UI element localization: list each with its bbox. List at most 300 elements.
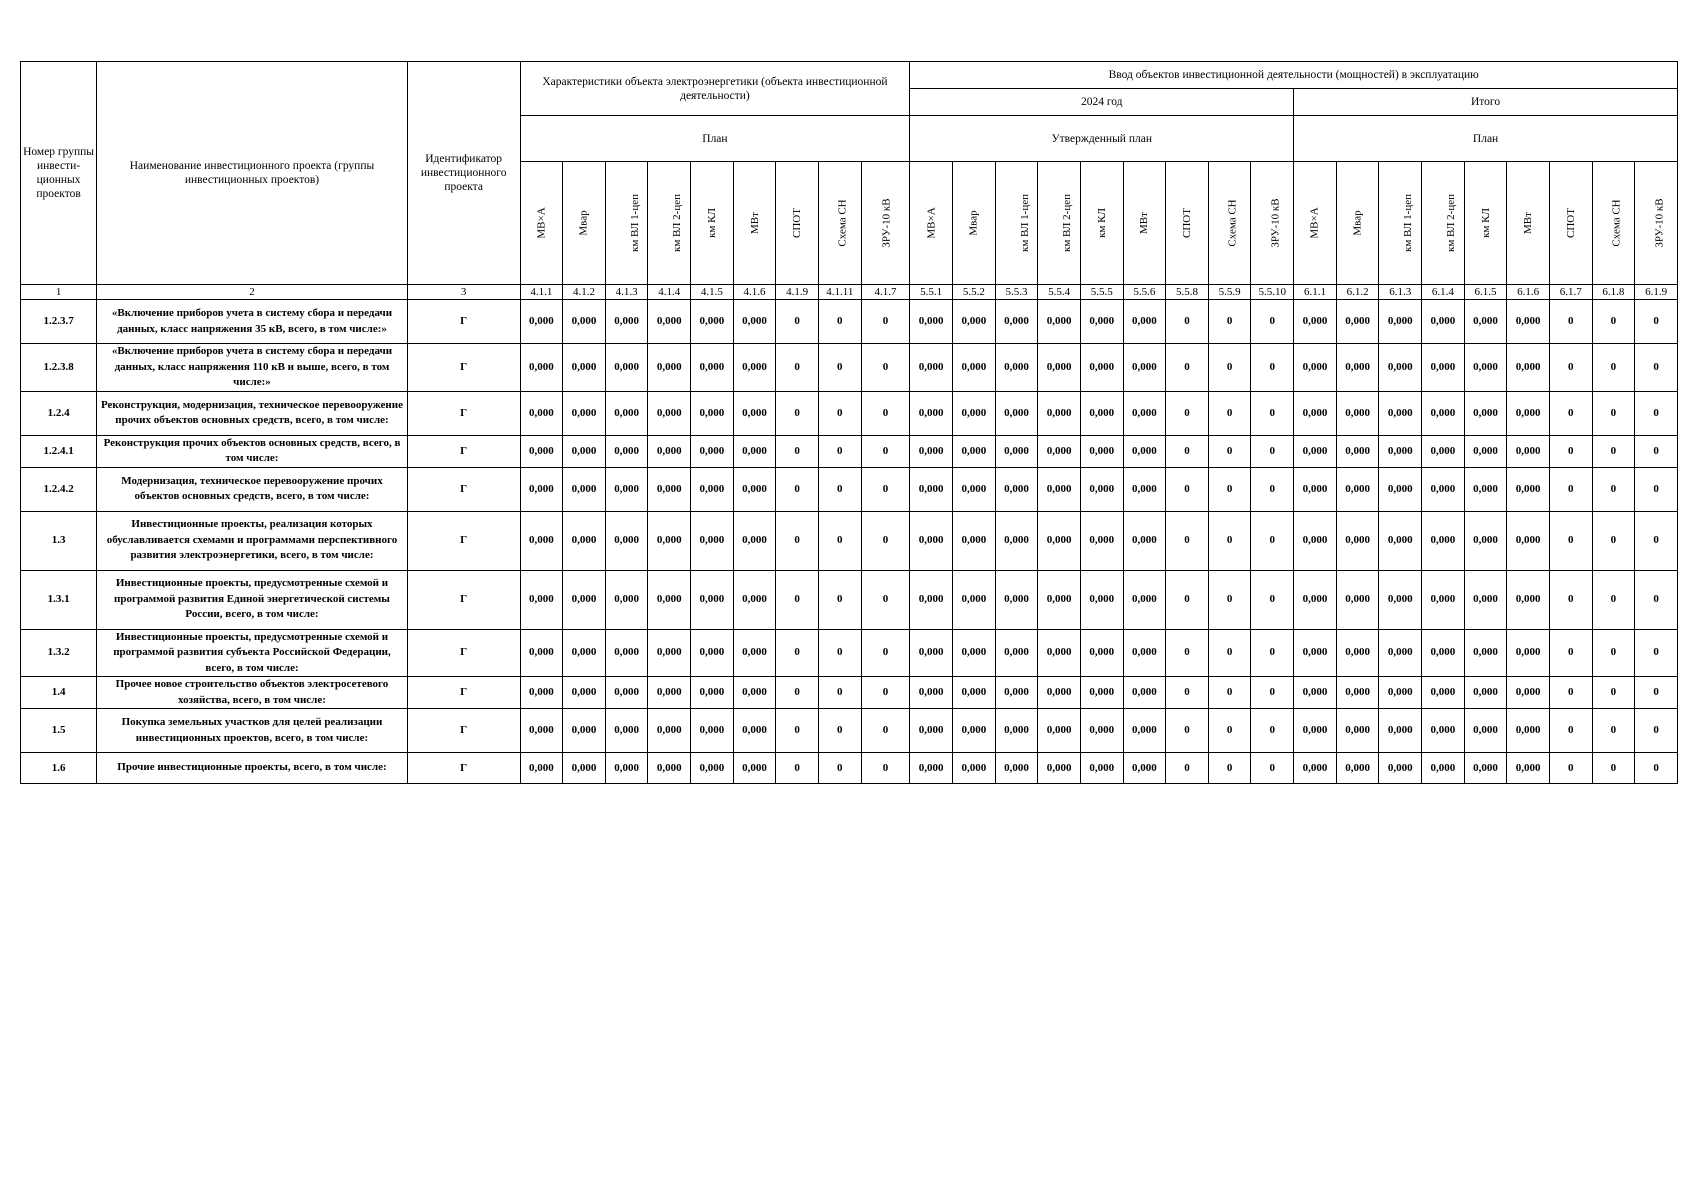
row-project-name: Покупка земельных участков для целей реализации инвестиционных проектов, всего, в том числе: — [97, 709, 408, 753]
value-cell: 0,000 — [648, 300, 691, 344]
value-cell: 0 — [1251, 570, 1294, 629]
row-project-name: Модернизация, техническое перевооружение прочих объектов основных средств, всего, в том числе: — [97, 467, 408, 511]
column-number: 4.1.3 — [605, 285, 648, 300]
row-project-name: «Включение приборов учета в систему сбора и передачи данных, класс напряжения 35 кВ, всего, в том числе:» — [97, 300, 408, 344]
header-group-number: Номер группы инвести-ционных проектов — [21, 62, 97, 285]
value-cell: 0,000 — [1422, 300, 1465, 344]
value-cell: 0 — [776, 344, 819, 392]
value-cell: 0,000 — [1464, 629, 1507, 677]
value-cell: 0,000 — [691, 677, 734, 709]
value-cell: 0 — [1208, 467, 1251, 511]
value-cell: 0,000 — [1422, 570, 1465, 629]
value-cell: 0,000 — [1507, 435, 1550, 467]
unit-header — [520, 162, 563, 285]
value-cell: 0,000 — [1464, 435, 1507, 467]
value-cell: 0,000 — [995, 300, 1038, 344]
value-cell: 0 — [1251, 629, 1294, 677]
value-cell: 0 — [1208, 753, 1251, 784]
unit-header — [776, 162, 819, 285]
value-cell: 0,000 — [953, 570, 996, 629]
value-cell: 0 — [1251, 709, 1294, 753]
value-cell: 0,000 — [995, 753, 1038, 784]
row-project-name: «Включение приборов учета в систему сбора и передачи данных, класс напряжения 110 кВ и выше, всего, в том числе:» — [97, 344, 408, 392]
column-number: 6.1.1 — [1294, 285, 1337, 300]
unit-header-label: ЗРУ-10 кВ — [1653, 197, 1666, 248]
value-cell: 0,000 — [1379, 677, 1422, 709]
value-cell: 0,000 — [1038, 435, 1081, 467]
value-cell: 0 — [1208, 570, 1251, 629]
value-cell: 0,000 — [520, 391, 563, 435]
unit-header — [1549, 162, 1592, 285]
column-number: 5.5.5 — [1080, 285, 1123, 300]
column-number: 4.1.4 — [648, 285, 691, 300]
value-cell: 0,000 — [995, 629, 1038, 677]
row-project-name: Прочее новое строительство объектов электросетевого хозяйства, всего, в том числе: — [97, 677, 408, 709]
value-cell: 0,000 — [520, 435, 563, 467]
value-cell: 0,000 — [995, 511, 1038, 570]
value-cell: 0,000 — [691, 629, 734, 677]
value-cell: 0 — [1635, 300, 1678, 344]
value-cell: 0,000 — [910, 300, 953, 344]
value-cell: 0,000 — [1080, 435, 1123, 467]
value-cell: 0 — [861, 467, 910, 511]
value-cell: 0,000 — [1507, 677, 1550, 709]
value-cell: 0,000 — [1464, 570, 1507, 629]
unit-header-label: СПОТ — [1564, 207, 1577, 238]
value-cell: 0 — [1549, 570, 1592, 629]
column-number: 3 — [407, 285, 520, 300]
row-group-number: 1.5 — [21, 709, 97, 753]
value-cell: 0,000 — [1464, 709, 1507, 753]
value-cell: 0 — [1549, 467, 1592, 511]
column-number: 5.5.6 — [1123, 285, 1166, 300]
unit-header-label: Схема СН — [1610, 198, 1623, 247]
value-cell: 0,000 — [1422, 511, 1465, 570]
unit-header — [1635, 162, 1678, 285]
value-cell: 0 — [776, 391, 819, 435]
unit-header — [953, 162, 996, 285]
value-cell: 0 — [776, 629, 819, 677]
value-cell: 0 — [776, 753, 819, 784]
value-cell: 0,000 — [1336, 435, 1379, 467]
value-cell: 0,000 — [1294, 753, 1337, 784]
value-cell: 0,000 — [1038, 570, 1081, 629]
value-cell: 0,000 — [1336, 570, 1379, 629]
value-cell: 0,000 — [1038, 391, 1081, 435]
value-cell: 0 — [776, 511, 819, 570]
unit-header — [861, 162, 910, 285]
value-cell: 0 — [1166, 300, 1209, 344]
value-cell: 0,000 — [648, 570, 691, 629]
value-cell: 0 — [1592, 467, 1635, 511]
value-cell: 0,000 — [1336, 344, 1379, 392]
value-cell: 0 — [1208, 677, 1251, 709]
column-number: 4.1.1 — [520, 285, 563, 300]
value-cell: 0,000 — [520, 570, 563, 629]
column-number: 1 — [21, 285, 97, 300]
unit-header — [1251, 162, 1294, 285]
table-row — [21, 467, 1678, 511]
row-project-name: Прочие инвестиционные проекты, всего, в том числе: — [97, 753, 408, 784]
value-cell: 0,000 — [1123, 511, 1166, 570]
value-cell: 0,000 — [605, 467, 648, 511]
column-number: 6.1.7 — [1549, 285, 1592, 300]
value-cell: 0,000 — [691, 467, 734, 511]
value-cell: 0 — [818, 511, 861, 570]
value-cell: 0,000 — [691, 511, 734, 570]
row-identifier: Г — [407, 300, 520, 344]
value-cell: 0 — [1166, 629, 1209, 677]
value-cell: 0,000 — [605, 344, 648, 392]
value-cell: 0 — [1208, 300, 1251, 344]
value-cell: 0,000 — [648, 344, 691, 392]
value-cell: 0,000 — [605, 753, 648, 784]
value-cell: 0,000 — [910, 467, 953, 511]
value-cell: 0,000 — [733, 677, 776, 709]
value-cell: 0,000 — [1507, 570, 1550, 629]
value-cell: 0 — [1549, 709, 1592, 753]
value-cell: 0,000 — [1038, 709, 1081, 753]
row-identifier: Г — [407, 511, 520, 570]
row-group-number: 1.6 — [21, 753, 97, 784]
value-cell: 0,000 — [1294, 511, 1337, 570]
value-cell: 0,000 — [1507, 511, 1550, 570]
value-cell: 0,000 — [563, 753, 606, 784]
value-cell: 0 — [1549, 344, 1592, 392]
column-number: 5.5.3 — [995, 285, 1038, 300]
value-cell: 0,000 — [1080, 391, 1123, 435]
value-cell: 0,000 — [1294, 344, 1337, 392]
value-cell: 0,000 — [691, 344, 734, 392]
value-cell: 0 — [1208, 709, 1251, 753]
value-cell: 0,000 — [1123, 391, 1166, 435]
value-cell: 0,000 — [733, 570, 776, 629]
column-number: 5.5.9 — [1208, 285, 1251, 300]
value-cell: 0 — [1592, 753, 1635, 784]
unit-header-label: км КЛ — [1479, 207, 1492, 238]
unit-header — [1379, 162, 1422, 285]
header-approved-plan: Утвержденный план — [910, 116, 1294, 162]
value-cell: 0,000 — [563, 467, 606, 511]
value-cell: 0,000 — [733, 709, 776, 753]
value-cell: 0,000 — [1294, 677, 1337, 709]
value-cell: 0,000 — [733, 300, 776, 344]
value-cell: 0,000 — [648, 753, 691, 784]
value-cell: 0 — [1251, 344, 1294, 392]
value-cell: 0,000 — [733, 511, 776, 570]
value-cell: 0,000 — [1379, 709, 1422, 753]
value-cell: 0,000 — [1294, 435, 1337, 467]
value-cell: 0 — [818, 467, 861, 511]
unit-header-label: км ВЛ 1-цеп — [628, 193, 641, 252]
table-row — [21, 344, 1678, 392]
unit-header-label: Мвар — [1351, 209, 1364, 236]
value-cell: 0,000 — [1123, 300, 1166, 344]
value-cell: 0,000 — [1422, 391, 1465, 435]
value-cell: 0,000 — [1464, 677, 1507, 709]
header-project-identifier: Идентификатор инвестиционного проекта — [407, 62, 520, 285]
value-cell: 0,000 — [1123, 435, 1166, 467]
value-cell: 0 — [1592, 300, 1635, 344]
value-cell: 0,000 — [953, 677, 996, 709]
value-cell: 0,000 — [1379, 344, 1422, 392]
value-cell: 0,000 — [1507, 391, 1550, 435]
value-cell: 0,000 — [733, 467, 776, 511]
table-row — [21, 709, 1678, 753]
value-cell: 0,000 — [1422, 344, 1465, 392]
unit-header-label: км КЛ — [1095, 207, 1108, 238]
value-cell: 0,000 — [1294, 300, 1337, 344]
column-number: 5.5.4 — [1038, 285, 1081, 300]
value-cell: 0 — [1549, 677, 1592, 709]
value-cell: 0,000 — [1038, 753, 1081, 784]
unit-header — [818, 162, 861, 285]
unit-header-label: ЗРУ-10 кВ — [880, 197, 893, 248]
value-cell: 0,000 — [910, 344, 953, 392]
value-cell: 0 — [1166, 677, 1209, 709]
value-cell: 0,000 — [1123, 709, 1166, 753]
value-cell: 0,000 — [520, 344, 563, 392]
value-cell: 0,000 — [605, 570, 648, 629]
unit-header-label: км ВЛ 1-цеп — [1018, 193, 1031, 252]
row-identifier: Г — [407, 391, 520, 435]
value-cell: 0,000 — [995, 344, 1038, 392]
value-cell: 0,000 — [520, 677, 563, 709]
unit-header-label: СПОТ — [791, 207, 804, 238]
value-cell: 0,000 — [691, 300, 734, 344]
row-group-number: 1.2.4 — [21, 391, 97, 435]
column-number: 5.5.8 — [1166, 285, 1209, 300]
header-commissioning: Ввод объектов инвестиционной деятельности (мощностей) в эксплуатацию — [910, 62, 1678, 89]
value-cell: 0 — [1635, 435, 1678, 467]
value-cell: 0 — [1166, 570, 1209, 629]
value-cell: 0 — [1166, 511, 1209, 570]
column-number: 4.1.6 — [733, 285, 776, 300]
row-group-number: 1.2.3.7 — [21, 300, 97, 344]
value-cell: 0 — [1635, 467, 1678, 511]
value-cell: 0,000 — [1123, 629, 1166, 677]
value-cell: 0,000 — [1080, 511, 1123, 570]
row-group-number: 1.2.4.1 — [21, 435, 97, 467]
value-cell: 0 — [1166, 467, 1209, 511]
value-cell: 0 — [1635, 709, 1678, 753]
value-cell: 0 — [861, 300, 910, 344]
table-row — [21, 570, 1678, 629]
value-cell: 0,000 — [605, 511, 648, 570]
value-cell: 0,000 — [1422, 435, 1465, 467]
value-cell: 0 — [861, 435, 910, 467]
value-cell: 0,000 — [520, 511, 563, 570]
value-cell: 0,000 — [1038, 467, 1081, 511]
value-cell: 0,000 — [1038, 629, 1081, 677]
value-cell: 0,000 — [1464, 300, 1507, 344]
column-number: 5.5.2 — [953, 285, 996, 300]
value-cell: 0,000 — [1336, 709, 1379, 753]
value-cell: 0,000 — [1507, 753, 1550, 784]
value-cell: 0 — [1592, 511, 1635, 570]
value-cell: 0,000 — [995, 570, 1038, 629]
unit-header-label: Схема СН — [836, 198, 849, 247]
value-cell: 0,000 — [1080, 629, 1123, 677]
value-cell: 0,000 — [1379, 511, 1422, 570]
value-cell: 0 — [776, 709, 819, 753]
value-cell: 0 — [1251, 467, 1294, 511]
unit-header-label: км ВЛ 2-цеп — [1061, 193, 1074, 252]
value-cell: 0,000 — [1294, 391, 1337, 435]
column-number: 6.1.6 — [1507, 285, 1550, 300]
value-cell: 0 — [1166, 753, 1209, 784]
row-project-name: Инвестиционные проекты, предусмотренные схемой и программой развития Единой энергетической системы России, всего, в том числе: — [97, 570, 408, 629]
value-cell: 0,000 — [1038, 511, 1081, 570]
unit-header-label: СПОТ — [1181, 207, 1194, 238]
value-cell: 0 — [1549, 753, 1592, 784]
value-cell: 0,000 — [605, 435, 648, 467]
value-cell: 0 — [1592, 435, 1635, 467]
unit-header-label: МВ×А — [535, 206, 548, 239]
value-cell: 0,000 — [563, 570, 606, 629]
column-number: 6.1.3 — [1379, 285, 1422, 300]
unit-header-label: МВт — [748, 211, 761, 234]
value-cell: 0,000 — [563, 677, 606, 709]
row-group-number: 1.3 — [21, 511, 97, 570]
value-cell: 0 — [1251, 391, 1294, 435]
unit-header — [1507, 162, 1550, 285]
row-project-name: Реконструкция прочих объектов основных средств, всего, в том числе: — [97, 435, 408, 467]
value-cell: 0 — [1166, 709, 1209, 753]
unit-header — [1294, 162, 1337, 285]
value-cell: 0,000 — [1080, 753, 1123, 784]
value-cell: 0,000 — [648, 435, 691, 467]
row-project-name: Реконструкция, модернизация, техническое перевооружение прочих объектов основных средств, всего, в том числе: — [97, 391, 408, 435]
unit-header — [733, 162, 776, 285]
value-cell: 0,000 — [648, 467, 691, 511]
value-cell: 0,000 — [691, 435, 734, 467]
value-cell: 0 — [1592, 344, 1635, 392]
value-cell: 0,000 — [563, 435, 606, 467]
value-cell: 0 — [1592, 391, 1635, 435]
value-cell: 0,000 — [995, 467, 1038, 511]
value-cell: 0,000 — [733, 344, 776, 392]
value-cell: 0,000 — [520, 709, 563, 753]
value-cell: 0 — [861, 629, 910, 677]
value-cell: 0 — [776, 435, 819, 467]
unit-header-label: МВ×А — [1308, 206, 1321, 239]
value-cell: 0,000 — [563, 344, 606, 392]
value-cell: 0,000 — [1123, 570, 1166, 629]
row-identifier: Г — [407, 344, 520, 392]
value-cell: 0 — [1251, 511, 1294, 570]
value-cell: 0,000 — [1422, 753, 1465, 784]
value-cell: 0,000 — [910, 709, 953, 753]
value-cell: 0 — [818, 435, 861, 467]
value-cell: 0,000 — [953, 753, 996, 784]
value-cell: 0 — [776, 300, 819, 344]
value-cell: 0,000 — [953, 511, 996, 570]
value-cell: 0 — [861, 391, 910, 435]
value-cell: 0 — [1166, 344, 1209, 392]
value-cell: 0,000 — [953, 467, 996, 511]
value-cell: 0 — [818, 709, 861, 753]
value-cell: 0 — [1208, 344, 1251, 392]
unit-header-label: Схема СН — [1226, 198, 1239, 247]
value-cell: 0,000 — [1464, 467, 1507, 511]
value-cell: 0,000 — [691, 570, 734, 629]
unit-header — [1422, 162, 1465, 285]
unit-header-label: км ВЛ 1-цеп — [1402, 193, 1415, 252]
table-row — [21, 511, 1678, 570]
value-cell: 0,000 — [1123, 467, 1166, 511]
value-cell: 0,000 — [1080, 467, 1123, 511]
row-identifier: Г — [407, 435, 520, 467]
value-cell: 0,000 — [1336, 677, 1379, 709]
value-cell: 0 — [776, 570, 819, 629]
header-total-plan: План — [1294, 116, 1678, 162]
row-group-number: 1.2.4.2 — [21, 467, 97, 511]
value-cell: 0,000 — [1294, 467, 1337, 511]
value-cell: 0,000 — [563, 300, 606, 344]
value-cell: 0,000 — [1379, 391, 1422, 435]
value-cell: 0,000 — [1336, 300, 1379, 344]
row-identifier: Г — [407, 570, 520, 629]
unit-header-label: км КЛ — [705, 207, 718, 238]
header-characteristics: Характеристики объекта электроэнергетики (объекта инвестиционной деятельности) — [520, 62, 910, 116]
value-cell: 0 — [861, 677, 910, 709]
header-year: 2024 год — [910, 89, 1294, 116]
value-cell: 0,000 — [953, 435, 996, 467]
value-cell: 0,000 — [1507, 467, 1550, 511]
row-identifier: Г — [407, 467, 520, 511]
value-cell: 0 — [1208, 391, 1251, 435]
value-cell: 0 — [1592, 677, 1635, 709]
value-cell: 0,000 — [733, 753, 776, 784]
unit-header — [1592, 162, 1635, 285]
value-cell: 0,000 — [910, 677, 953, 709]
row-group-number: 1.3.1 — [21, 570, 97, 629]
value-cell: 0,000 — [605, 709, 648, 753]
unit-header — [1080, 162, 1123, 285]
value-cell: 0 — [818, 344, 861, 392]
value-cell: 0 — [818, 570, 861, 629]
value-cell: 0,000 — [1422, 709, 1465, 753]
table-row — [21, 391, 1678, 435]
value-cell: 0 — [776, 467, 819, 511]
value-cell: 0,000 — [953, 344, 996, 392]
unit-header — [1464, 162, 1507, 285]
value-cell: 0,000 — [995, 435, 1038, 467]
value-cell: 0 — [818, 629, 861, 677]
value-cell: 0 — [1549, 511, 1592, 570]
value-cell: 0,000 — [1464, 511, 1507, 570]
value-cell: 0,000 — [995, 677, 1038, 709]
column-number: 5.5.10 — [1251, 285, 1294, 300]
value-cell: 0,000 — [995, 709, 1038, 753]
unit-header — [1208, 162, 1251, 285]
unit-header-label: ЗРУ-10 кВ — [1270, 197, 1283, 248]
value-cell: 0 — [1592, 709, 1635, 753]
value-cell: 0 — [861, 570, 910, 629]
value-cell: 0,000 — [1080, 344, 1123, 392]
value-cell: 0,000 — [1123, 344, 1166, 392]
value-cell: 0,000 — [1336, 753, 1379, 784]
unit-header — [1166, 162, 1209, 285]
value-cell: 0 — [818, 300, 861, 344]
value-cell: 0,000 — [520, 753, 563, 784]
column-number: 6.1.4 — [1422, 285, 1465, 300]
value-cell: 0,000 — [1294, 570, 1337, 629]
unit-header — [995, 162, 1038, 285]
value-cell: 0 — [861, 344, 910, 392]
value-cell: 0 — [1635, 570, 1678, 629]
